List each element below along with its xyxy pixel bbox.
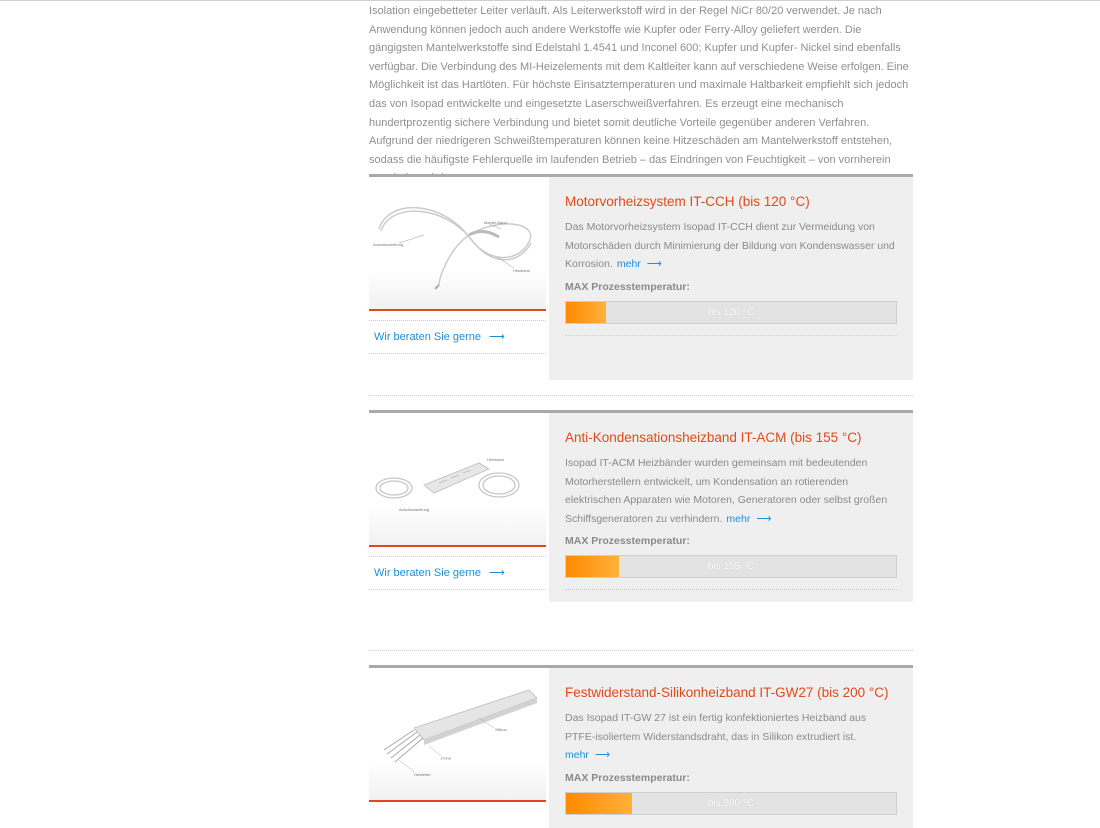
temperature-bar [565, 792, 897, 815]
image-label: Heizband [487, 457, 504, 462]
image-underline [369, 309, 546, 311]
consult-label[interactable]: Wir beraten Sie gerne [374, 331, 481, 343]
image-label: Silikon [495, 727, 507, 732]
image-label: Heizleiter [414, 772, 431, 777]
product-description: Das Motorvorheizsystem Isopad IT-CCH dient zur Vermeidung von Motorschäden durch Minimierung der Bildung von Kondenswasser und Korrosion. mehr ⟶ [565, 221, 895, 271]
arrow-right-icon: ⟶ [489, 331, 505, 343]
arrow-right-icon: ⟶ [646, 258, 662, 271]
temperature-bar [565, 555, 897, 578]
image-label: Heizband [513, 268, 530, 273]
image-label: Mantel-Band [484, 220, 507, 225]
temperature-label: bis 120 °C [707, 306, 755, 318]
more-link[interactable]: mehr ⟶ [616, 258, 662, 271]
dotted-divider [565, 335, 897, 336]
max-temp-label: MAX Prozesstemperatur: [565, 535, 690, 548]
more-link[interactable]: mehr ⟶ [565, 749, 610, 762]
product-image [369, 413, 546, 545]
consult-link[interactable] [369, 320, 546, 354]
product-description: Das Isopad IT-GW 27 ist ein fertig konfektioniertes Heizband aus PTFE-isoliertem Widerstandsdraht, das in Silikon extrudiert ist. mehr ⟶ [565, 712, 867, 762]
temperature-label: bis 155 °C [707, 561, 755, 573]
arrow-right-icon: ⟶ [756, 512, 772, 525]
max-temp-label: MAX Prozesstemperatur: [565, 280, 690, 293]
product-info [549, 668, 913, 828]
top-divider [0, 0, 1100, 1]
max-temp-label: MAX Prozesstemperatur: [565, 771, 690, 784]
product-title[interactable]: Anti-Kondensationsheizband IT-ACM (bis 155 °C) [565, 430, 862, 445]
arrow-right-icon: ⟶ [594, 749, 610, 762]
product-info [549, 177, 913, 380]
product-card-it-cch [369, 174, 913, 380]
product-description: Isopad IT-ACM Heizbänder wurden gemeinsam mit bedeutenden Motorherstellern entwickelt, um Kondensation an rotierenden elektrischen Apparaten wie Motoren, Generatoren oder selbst großen Schiffsgeneratoren zu verhindern. mehr ⟶ [565, 457, 888, 525]
image-underline [369, 545, 546, 547]
product-info [549, 413, 913, 602]
product-title[interactable]: Motorvorheizsystem IT-CCH (bis 120 °C) [565, 194, 810, 209]
product-image [369, 668, 546, 800]
temperature-label: bis 200 °C [707, 797, 755, 809]
image-label: PTFE [441, 756, 452, 761]
product-title[interactable]: Festwiderstand-Silikonheizband IT-GW27 (bis 200 °C) [565, 685, 889, 700]
product-card-it-gw27 [369, 665, 913, 828]
image-label: Anschlussleitung [373, 242, 404, 247]
card-separator [369, 650, 913, 651]
consult-label[interactable]: Wir beraten Sie gerne [374, 567, 481, 579]
product-image [369, 177, 546, 309]
temperature-bar [565, 301, 897, 324]
card-separator [369, 395, 913, 396]
intro-paragraph: Isolation eingebetteter Leiter verläuft. Als Leiterwerkstoff wird in der Regel NiCr 80/20 verwendet. Je nach Anwendung können jedoch auch andere Werkstoffe wie Kupfer oder Ferry-Alloy geliefert werden. Die gängigsten Mantelwerkstoffe sind Edelstahl 1.4541 und Inconel 600; Kupfer und Kupfer- Nickel sind ebenfalls verfügbar. Die Verbindung des MI-Heizelements mit dem Kaltleiter kann auf verschiedene Weise erfolgen. Eine Möglichkeit ist das Hartlöten. Für höchste Einsatztemperaturen und maximale Haltbarkeit empfiehlt sich jedoch das von Isopad entwickelte und eingesetzte Laserschweißverfahren. Es erzeugt eine mechanisch hundertprozentig sichere Verbindung und bietet somit deutliche Vorteile gegenüber anderen Verfahren. Aufgrund der niedrigeren Schweißtemperaturen können keine Hitzeschäden am Mantelwerkstoff entstehen, sodass die häufigste Fehlerquelle im laufenden Betrieb – das Eindringen von Feuchtigkeit – von vornherein [369, 5, 909, 166]
dotted-divider [565, 589, 897, 590]
product-card-it-acm [369, 410, 913, 602]
consult-link[interactable] [369, 556, 546, 590]
image-label: Anschlussleitung [399, 507, 430, 512]
more-link[interactable]: mehr ⟶ [726, 512, 772, 525]
image-underline [369, 800, 546, 802]
arrow-right-icon: ⟶ [489, 567, 505, 579]
